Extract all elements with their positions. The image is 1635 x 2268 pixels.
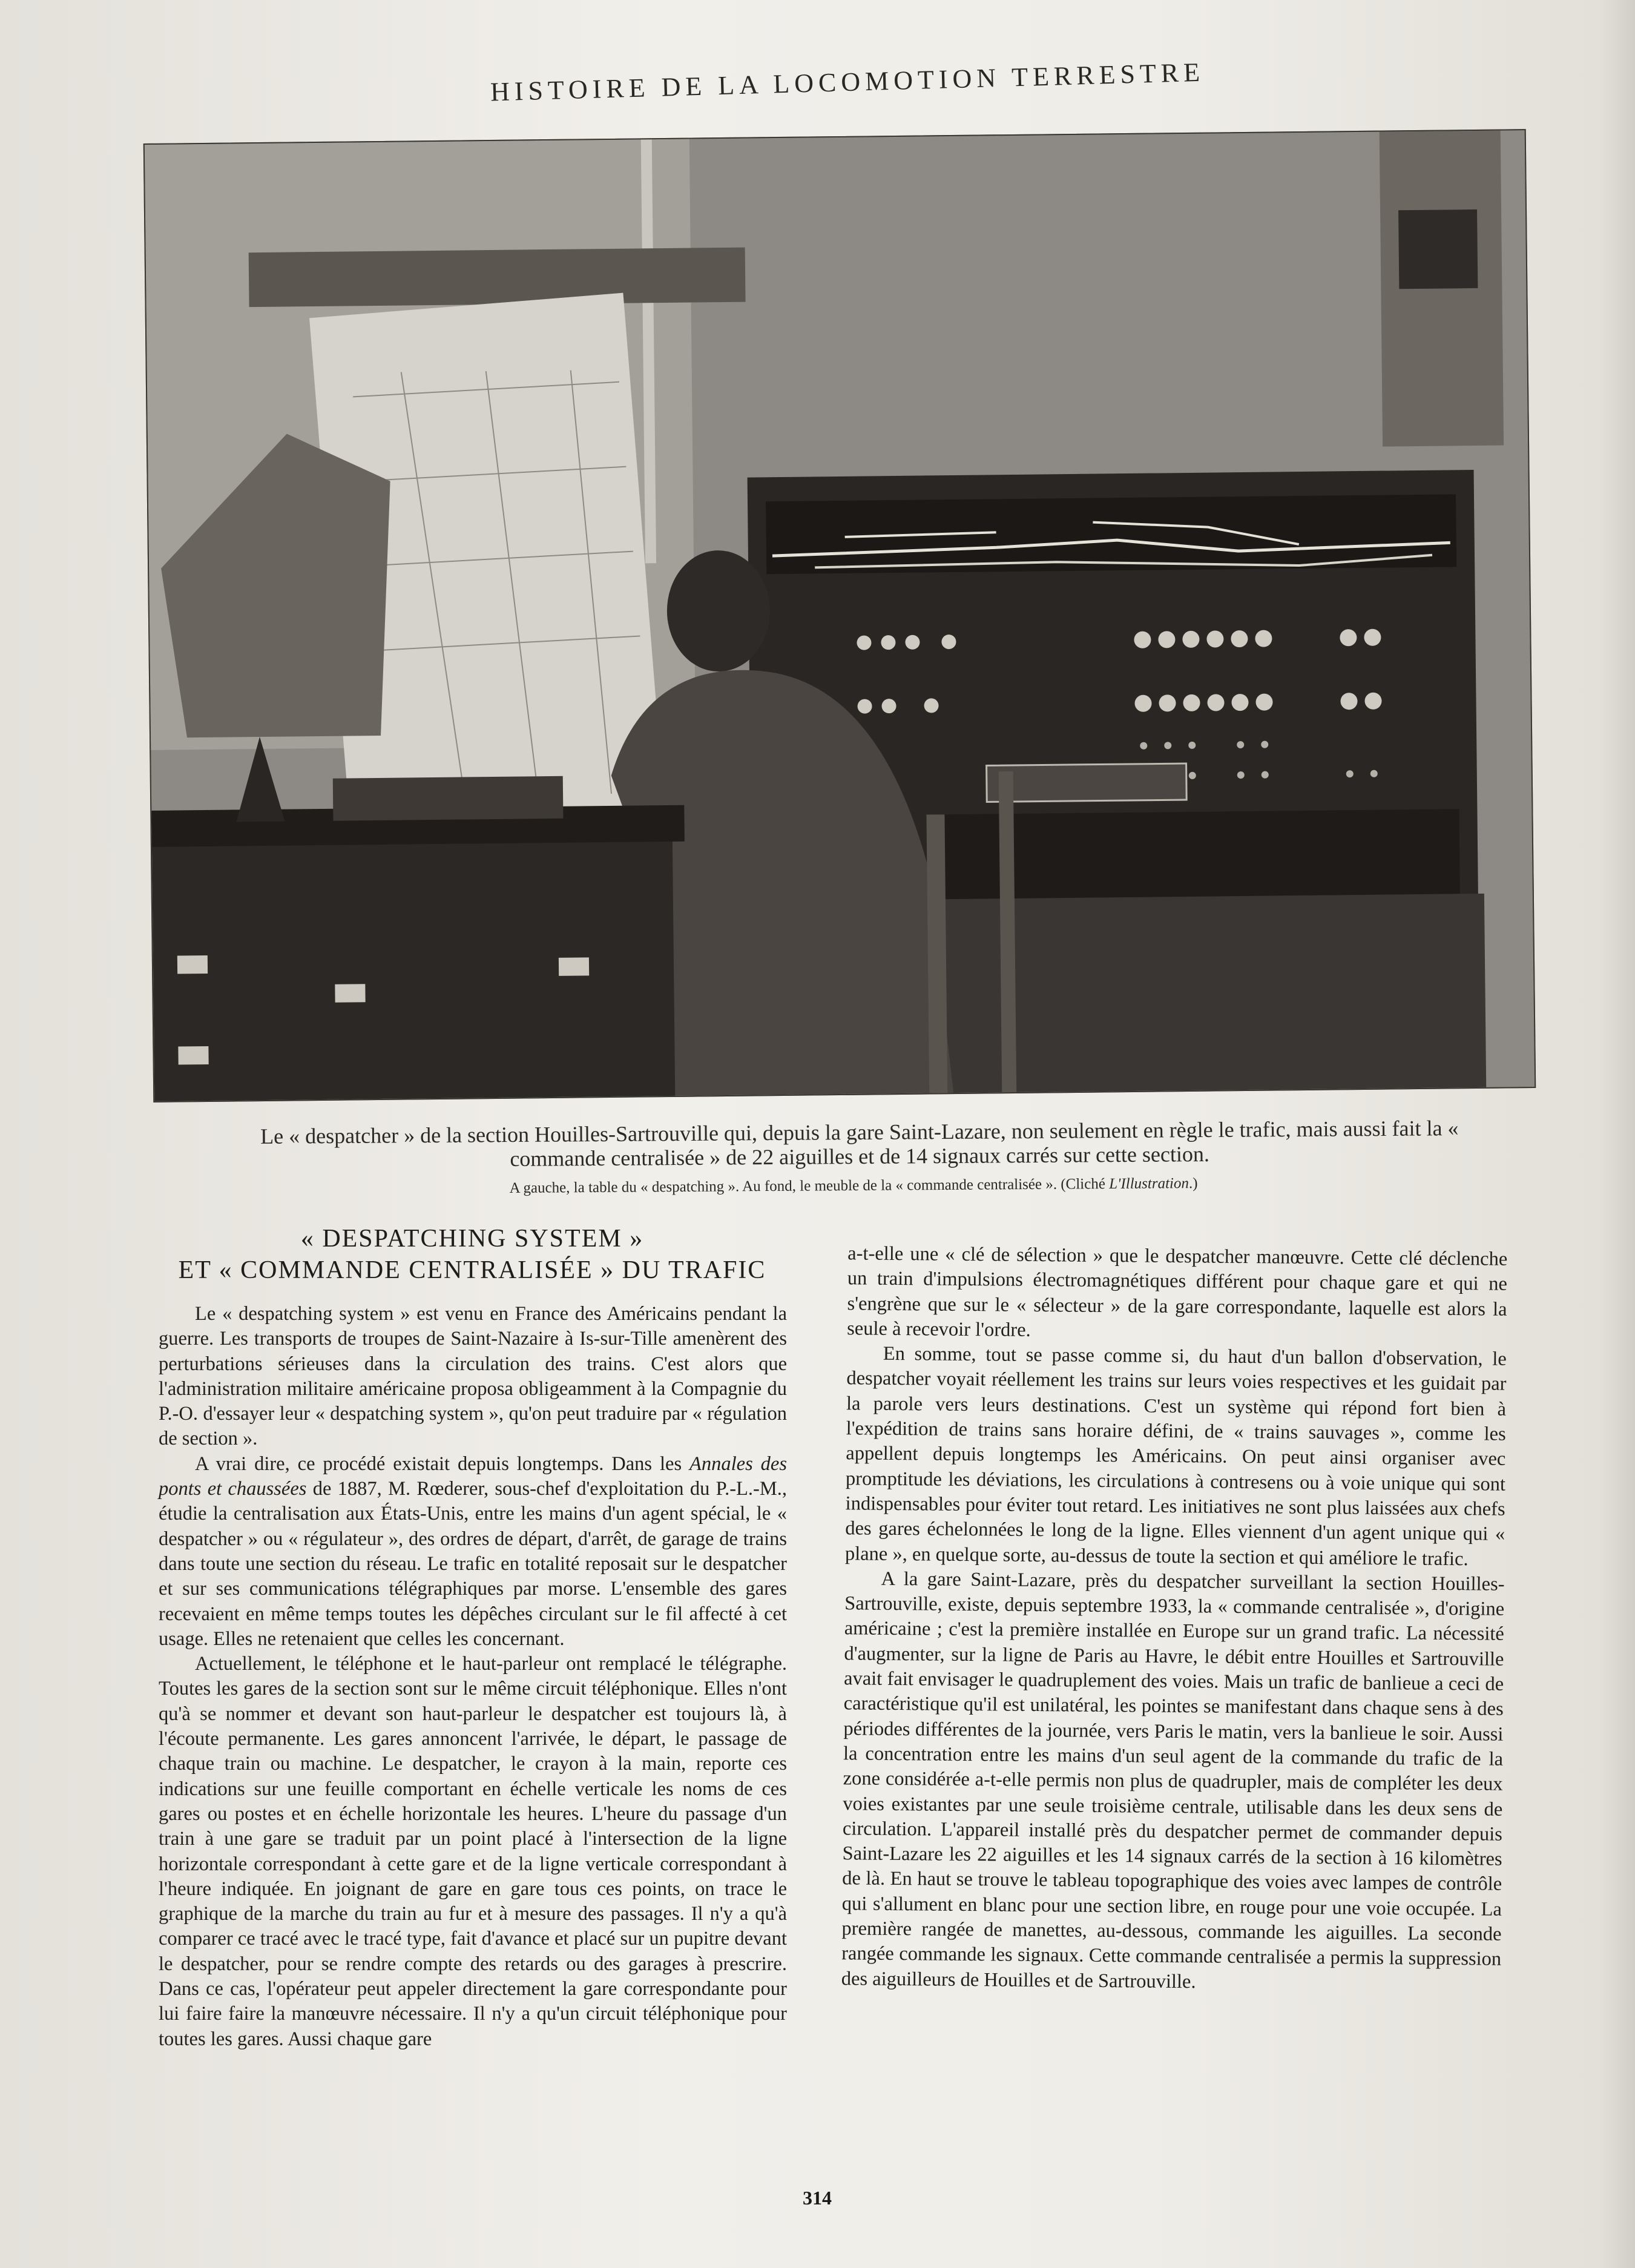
photo-panel-desk (938, 809, 1459, 899)
running-head: HISTOIRE DE LA LOCOMOTION TERRESTRE (490, 57, 1205, 107)
page-edge-shadow (1599, 0, 1635, 2268)
photo-wall-box (1398, 209, 1478, 289)
page-number: 314 (803, 2187, 832, 2209)
paragraph-text: de 1887, M. Rœderer, sous-chef d'exploitation du P.-L.-M., étudie la centralisation aux États-Unis, entre les mains d'un agent spécial, le « despatcher » ou « régulateur », des ordres de départ, d'arrêt, de garage de trains dans toute une section du réseau. Le trafic en totalité reposait sur le despatcher et sur ses communications télégraphiques par morse. L'ensemble des gares recevaient en même temps toutes les dépêches circulant sur le fil affecté à cet usage. Elles ne retenaient que celles les concernant. (159, 1478, 787, 1650)
section-title (157, 1223, 787, 1286)
photo-board-header (249, 248, 746, 308)
paragraph: Le « despatching system » est venu en France des Américains pendant la guerre. Les transports de troupes de Saint-Nazaire à Is-sur-Tille amenèrent des perturbations sérieuses dans la circulation des trains. C'est alors que l'administration militaire américaine proposa obligeamment à la Compagnie du P.-O. d'essayer leur « despatching system », qu'on peut traduire par « régulation de section ». (159, 1303, 787, 1450)
photo-subcaption (339, 1174, 1368, 1198)
photo-credit: L'Illustration (1109, 1175, 1189, 1193)
photo-panel-plaque (987, 763, 1187, 802)
paragraph: En somme, tout se passe comme si, du haut d'un ballon d'observation, le despatcher voyait réellement les trains sur leurs voies respectives et les guidait par la parole vers leurs destinations. C'est un système qui répond fort bien à l'expédition de trains sans horaire défini, de « trains sauvages », comme les appellent depuis longtemps les Américains. On peut ainsi organiser avec promptitude les déviations, les circulations à contresens ou à voie unique qui sont indispensables pour éviter tout retard. Les initiatives ne sont plus laissées aux chefs des gares échelonnées le long de la ligne. Elles viennent d'un agent unique qui « plane », en quelque sorte, au-dessus de toute la section et qui améliore le trafic. (844, 1342, 1507, 1570)
photo-illustration (145, 130, 1535, 1101)
photo-chair-post (926, 814, 947, 1093)
subcaption-text: A gauche, la table du « despatching ». Au fond, le meuble de la « commande centralisée ». (Cliché (509, 1176, 1110, 1196)
paragraph (159, 1452, 787, 1652)
paragraph: a-t-elle une « clé de sélection » que le despatcher manœuvre. Cette clé déclenche un train d'impulsions électromagnétiques différent pour chaque gare et qui ne s'engrène que sur le « sélecteur » de la gare correspondante, laquelle est alors la seule à recevoir l'ordre. (847, 1242, 1508, 1341)
section-title-line-1: « DESPATCHING SYSTEM » (300, 1225, 644, 1253)
right-column (841, 1241, 1508, 1997)
paragraph-text: A vrai dire, ce procédé existait depuis longtemps. Dans les (195, 1452, 690, 1475)
subcaption-end: .) (1188, 1175, 1198, 1192)
photo-caption: Le « despatcher » de la section Houilles-Sartrouville qui, depuis la gare Saint-Lazare, non seulement en règle le trafic, mais aussi fait la « commande centralisée » de 22 aiguilles et de 14 signaux carrés sur cette section. (260, 1116, 1459, 1172)
publication-title: Annales des ponts et chaussées (159, 1452, 787, 1500)
despatcher-photograph (143, 129, 1536, 1103)
left-column (159, 1302, 787, 2052)
section-title-line-2: ET « COMMANDE CENTRALISÉE » DU TRAFIC (178, 1256, 766, 1284)
photo-desk (152, 829, 676, 1101)
paragraph: A la gare Saint-Lazare, près du despatcher surveillant la section Houilles-Sartrouville, existe, depuis septembre 1933, la « commande centralisée », d'origine américaine ; c'est la première installée en Europe sur un grand trafic. La nécessité d'augmenter, sur la ligne de Paris au Havre, le débit entre Houilles et Sartrouville avait fait envisager le quadruplement des voies. Mais un trafic de banlieue a ceci de caractéristique qu'il est unilatéral, les pointes se manifestant dans chaque sens à des périodes différentes de la journée, vers Paris le matin, vers la banlieue le soir. Aussi la concentration entre les mains d'un seul agent de la commande du trafic de la zone considérée a-t-elle permis non plus de quadrupler, mais de compléter les deux voies existantes par une seule troisième centrale, utilisable dans les deux sens de circulation. L'appareil installé près du despatcher permet de commander depuis Saint-Lazare les 22 aiguilles et les 14 signaux carrés de la section à 16 kilomètres de là. En haut se trouve le tableau topographique des voies avec lampes de contrôle qui s'allument en blanc pour une section libre, en rouge pour une voie occupée. La première rangée de manettes, au-dessous, commande les aiguilles. La seconde rangée commande les signaux. Cette commande centralisée a permis la suppression des aiguilleurs de Houilles et de Sartrouville. (841, 1567, 1505, 1993)
paragraph: Actuellement, le téléphone et le haut-parleur ont remplacé le télégraphe. Toutes les gares de la section sont sur le même circuit téléphonique. Elles n'ont qu'à se nommer et devant son haut-parleur le despatcher est toujours là, à l'écoute permanente. Les gares annoncent l'arrivée, le départ, le passage de chaque train ou machine. Le despatcher, le crayon à la main, reporte ces indications sur une feuille comportant en échelle verticale les noms de ces gares ou postes et en échelle horizontale les heures. L'heure du passage d'un train à une gare se traduit par un point placé à l'intersection de la ligne horizontale correspondant à cette gare et de la ligne verticale correspondant à l'heure indiquée. En joignant de gare en gare tous ces points, on trace le graphique de la marche du train au fur et à mesure des passages. Il n'y a qu'à comparer ce tracé avec le tracé type, fait d'avance et placé sur un pupitre devant le despatcher, pour se rendre compte des retards ou des garages à prescrire. Dans ce cas, l'opérateur peut appeler directement la gare correspondante pour lui faire faire la manœuvre nécessaire. Il n'y a qu'un circuit téléphonique pour toutes les gares. Aussi chaque gare (159, 1653, 787, 2050)
photo-key-panel (333, 776, 564, 821)
photo-floor (939, 894, 1486, 1093)
